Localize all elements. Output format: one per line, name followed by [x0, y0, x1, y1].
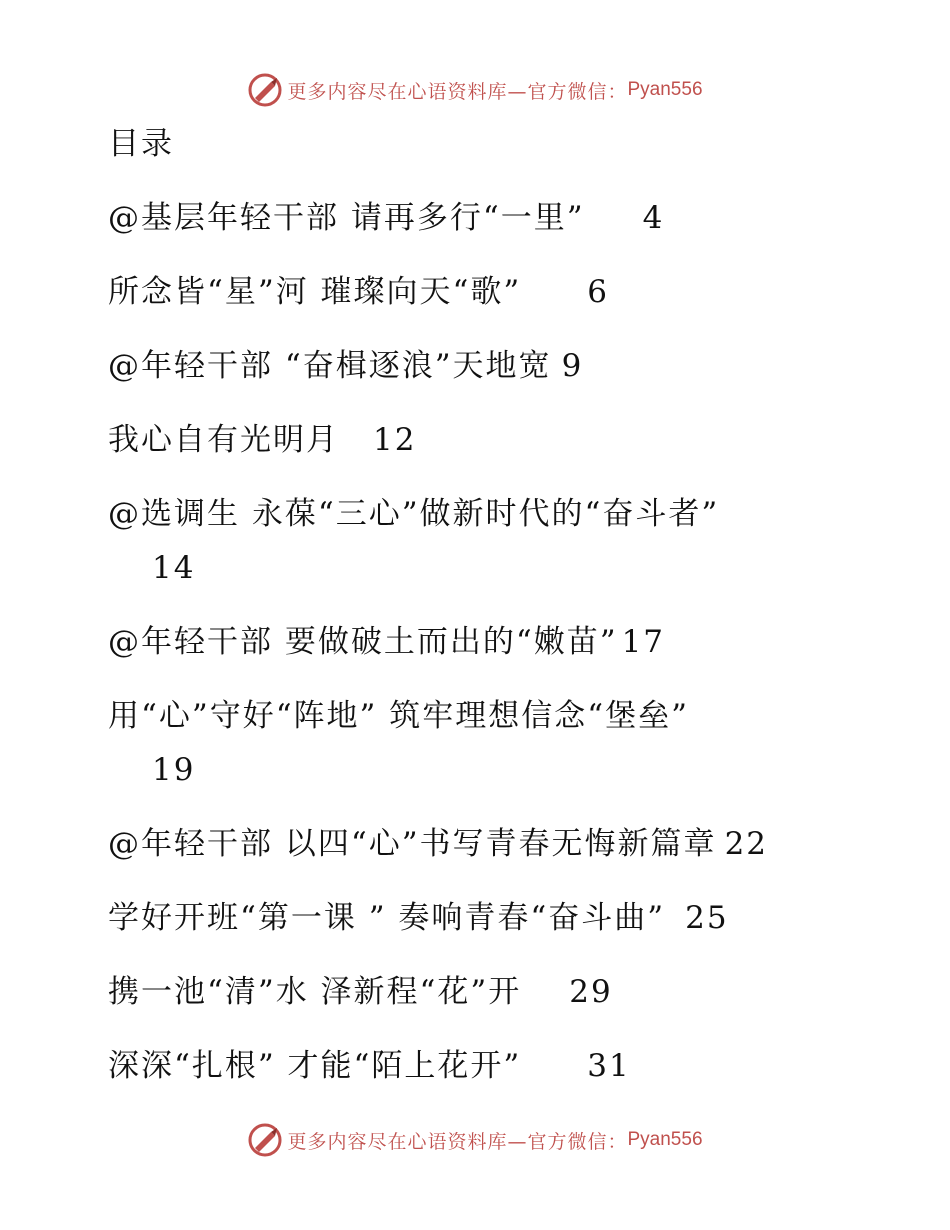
toc-entry[interactable] [108, 270, 828, 314]
toc-entry-page: 22 [724, 826, 769, 862]
toc-entry[interactable] [108, 970, 828, 1014]
toc-entry-page: 6 [587, 274, 609, 310]
header-watermark-banner [0, 70, 950, 110]
toc-entry-title: 所念皆“星”河 璀璨向天“歌” [108, 274, 522, 310]
toc-entry-title: @年轻干部 “奋楫逐浪”天地宽 [108, 348, 552, 384]
pen-logo-icon [247, 1122, 283, 1158]
toc-entry-title: 深深“扎根” 才能“陌上花开” [108, 1048, 522, 1084]
toc-entry[interactable] [108, 1044, 828, 1088]
toc-entry-page: 14 [152, 550, 196, 586]
toc-entry-title: @年轻干部 要做破土而出的“嫩苗” [108, 624, 618, 660]
toc-list [108, 196, 828, 1118]
banner-wechat-id: Pyan556 [627, 1129, 703, 1150]
toc-entry[interactable] [108, 694, 828, 792]
toc-entry[interactable] [108, 492, 828, 590]
toc-entry-page: 4 [642, 200, 665, 236]
banner-text: 更多内容尽在心语资料库—官方微信： [287, 1130, 628, 1153]
toc-entry-page: 31 [587, 1048, 631, 1084]
toc-entry-page: 17 [621, 624, 666, 660]
toc-entry[interactable] [108, 896, 828, 940]
toc-entry-page: 25 [685, 900, 729, 936]
toc-entry-title: 学好开班“第一课 ” 奏响青春“奋斗曲” [108, 900, 666, 936]
footer-watermark-banner [0, 1120, 950, 1160]
pen-logo-icon [247, 72, 283, 108]
toc-entry-page: 29 [569, 974, 613, 1010]
toc-entry[interactable] [108, 620, 828, 664]
toc-heading: 目录 [108, 126, 174, 162]
toc-entry-page: 9 [561, 348, 584, 384]
toc-entry-title: 用“心”守好“阵地” 筑牢理想信念“堡垒” [108, 698, 689, 734]
toc-entry-title: @年轻干部 以四“心”书写青春无悔新篇章 [108, 826, 717, 862]
banner-text: 更多内容尽在心语资料库—官方微信： [287, 80, 628, 103]
toc-entry-title: @基层年轻干部 请再多行“一里” [108, 200, 585, 236]
toc-entry-page: 12 [373, 422, 417, 458]
toc-entry[interactable] [108, 196, 828, 240]
toc-entry-page: 19 [152, 752, 196, 788]
toc-entry-title: 携一池“清”水 泽新程“花”开 [108, 974, 522, 1010]
toc-entry-title: 我心自有光明月 [108, 422, 339, 458]
toc-entry[interactable] [108, 344, 828, 388]
toc-entry[interactable] [108, 418, 828, 462]
toc-entry-title: @选调生 永葆“三心”做新时代的“奋斗者” [108, 496, 720, 532]
toc-entry[interactable] [108, 822, 828, 866]
banner-wechat-id: Pyan556 [627, 79, 703, 100]
